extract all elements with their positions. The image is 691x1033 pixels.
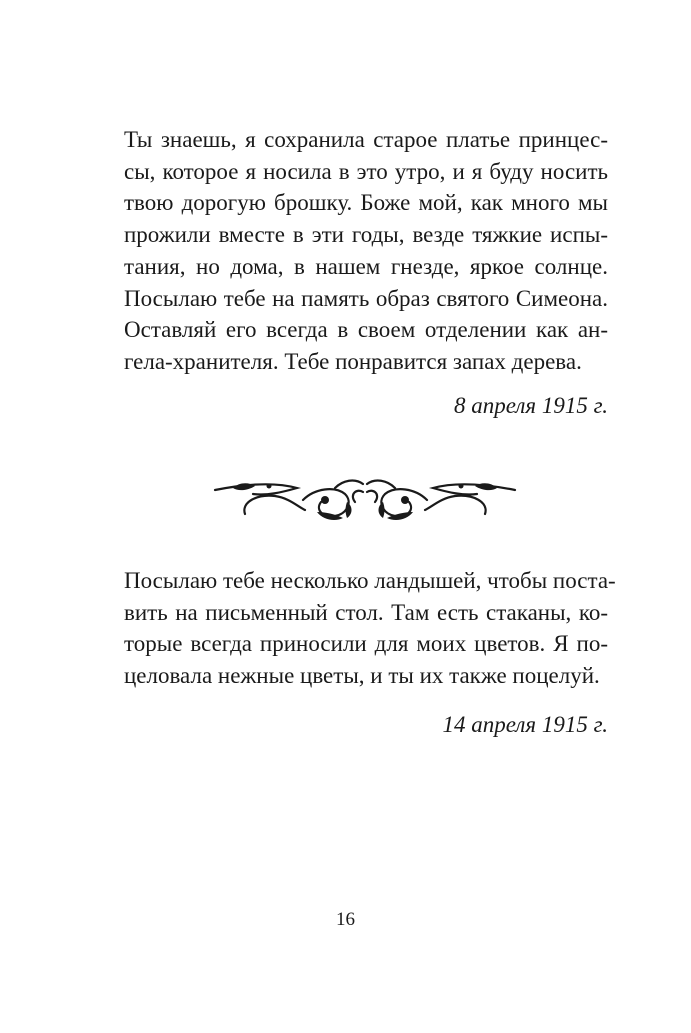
text-line: торые всегда приносили для моих цветов. Я по-: [124, 631, 608, 657]
letter-paragraph-2: [124, 565, 616, 692]
letter-date-2: 14 апреля 1915 г.: [442, 712, 608, 737]
flourish-divider-icon: [205, 470, 525, 530]
text-line: гела-хранителя. Тебе понравится запах дерева.: [124, 348, 582, 374]
page-number: 16: [336, 909, 355, 930]
text-line: Посылаю тебе на память образ святого Симеона.: [124, 285, 608, 311]
text-line: целовала нежные цветы, и ты их также поцелуй.: [124, 663, 600, 689]
text-line: Посылаю тебе несколько ландышей, чтобы поста-: [124, 568, 616, 593]
text-line: Оставляй его всегда в своем отделении как ан-: [124, 317, 608, 343]
text-line: тания, но дома, в нашем гнезде, яркое солнце.: [124, 253, 608, 279]
letter-date-1: 8 апреля 1915 г.: [453, 393, 608, 418]
text-line: Ты знаешь, я сохранила старое платье принцес-: [124, 127, 608, 152]
text-line: твою дорогую брошку. Боже мой, как много мы: [124, 190, 608, 216]
text-line: сы, которое я носила в это утро, и я буду носить: [124, 158, 608, 184]
text-line: прожили вместе в эти годы, везде тяжкие испы-: [124, 222, 608, 248]
text-line: вить на письменный стол. Там есть стаканы, ко-: [124, 599, 608, 625]
letter-paragraph-1: [124, 124, 608, 378]
